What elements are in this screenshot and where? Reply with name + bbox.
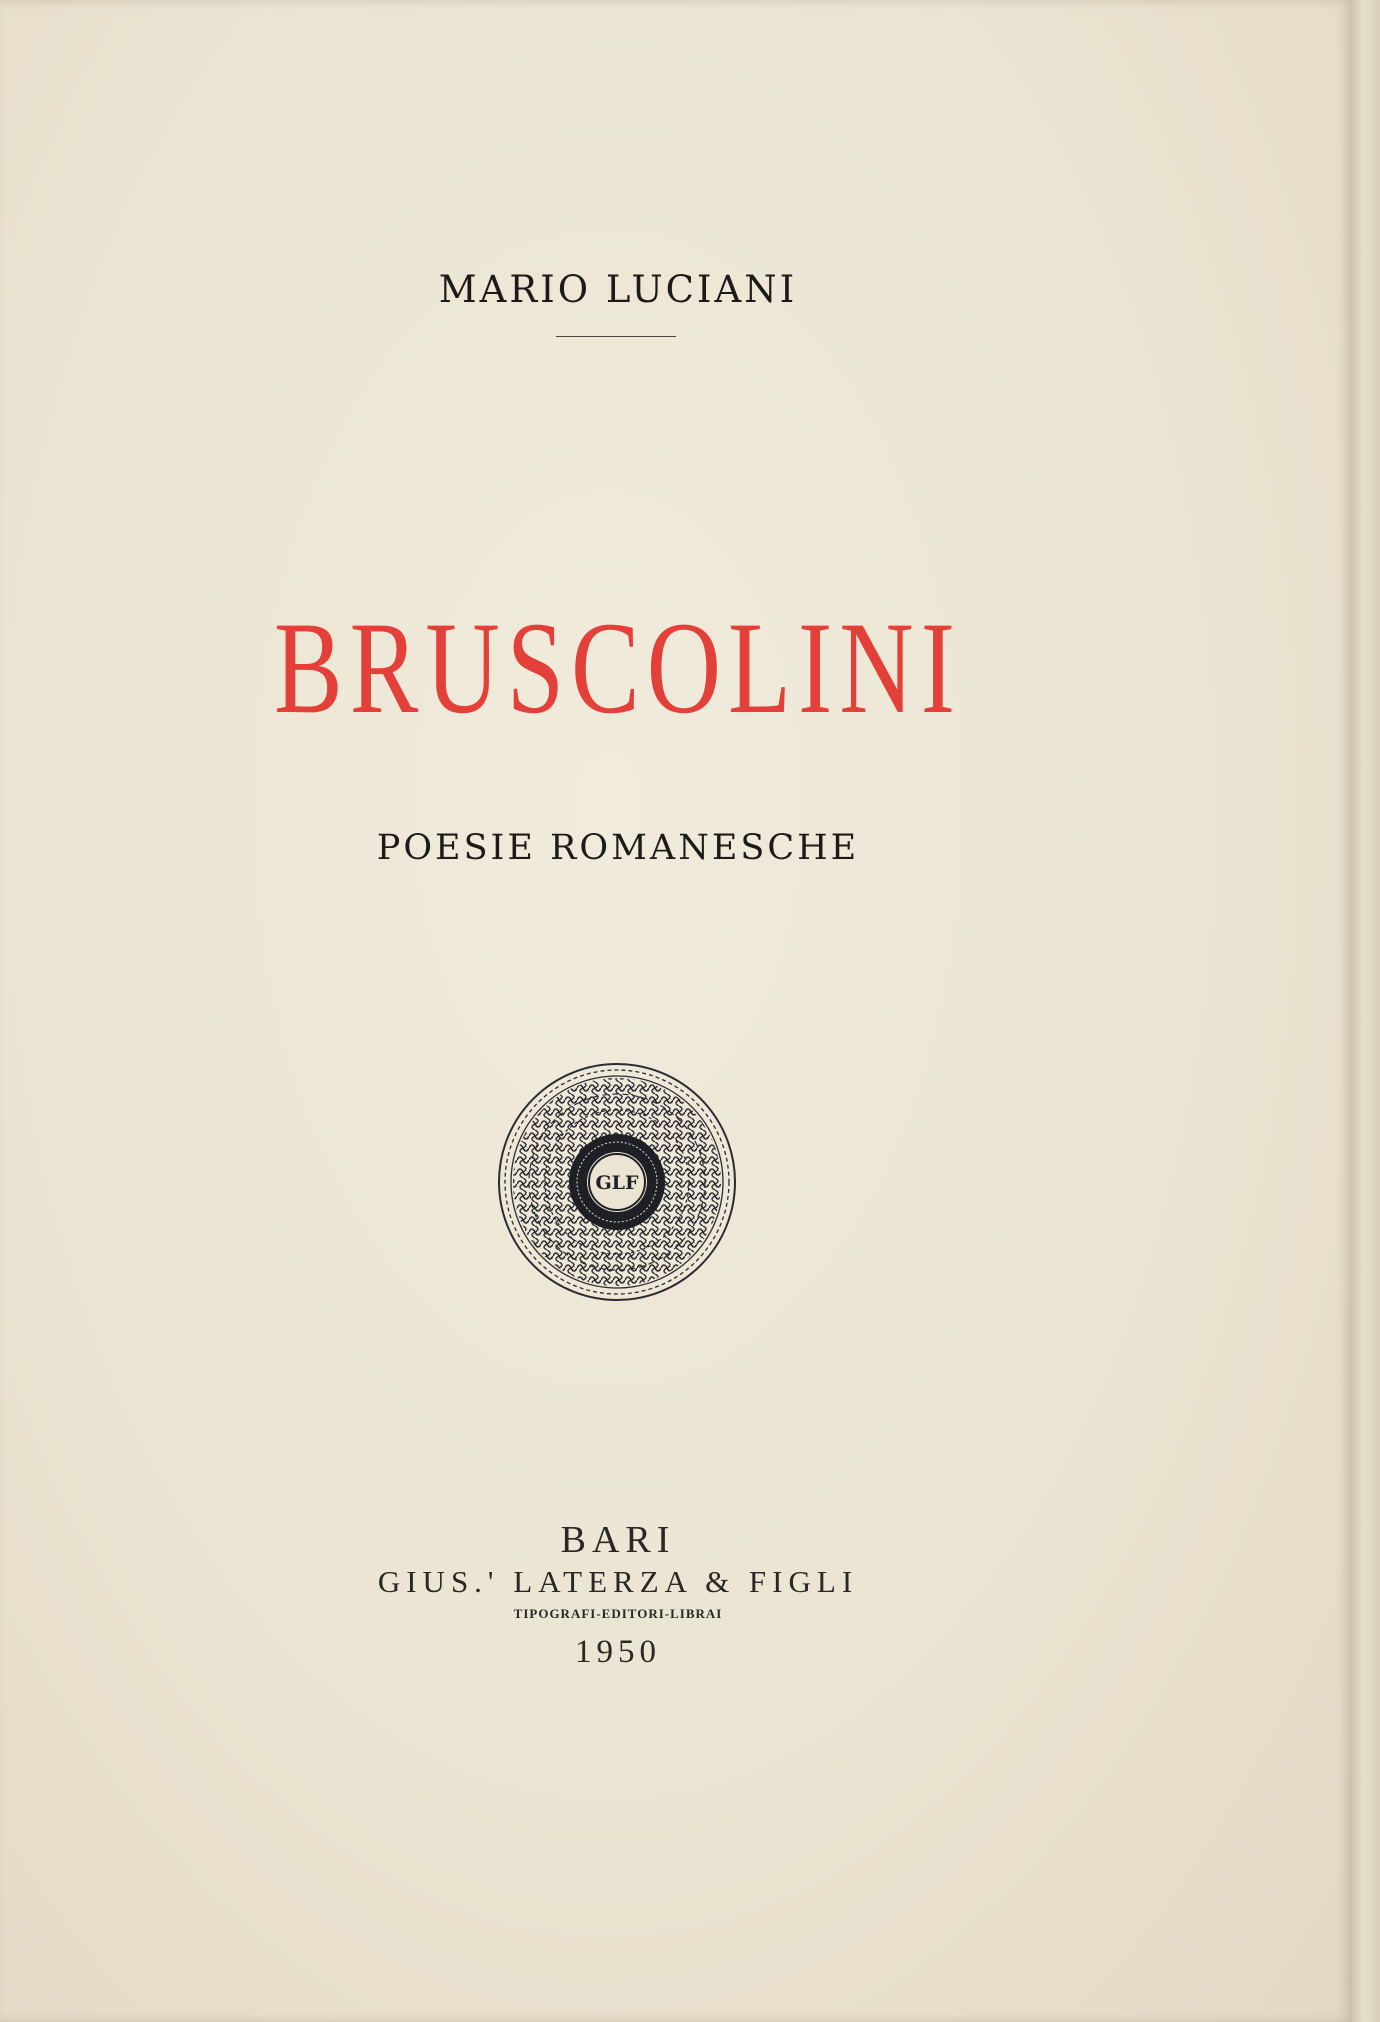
page-edge <box>1352 0 1380 2022</box>
publisher-mark-icon <box>493 1058 741 1306</box>
author-name: MARIO LUCIANI <box>438 268 798 311</box>
imprint-place: BARI <box>560 1519 676 1561</box>
book-subtitle: POESIE ROMANESCHE <box>376 828 860 868</box>
imprint-trade: TIPOGRAFI-EDITORI-LIBRAI <box>513 1606 723 1621</box>
imprint-year: 1950 <box>575 1634 661 1670</box>
imprint-publisher: GIUS.' LATERZA & FIGLI <box>377 1564 859 1599</box>
book-title: BRUSCOLINI <box>273 594 963 741</box>
emblem-monogram: GLF <box>595 1172 639 1194</box>
author-rule <box>556 336 676 337</box>
